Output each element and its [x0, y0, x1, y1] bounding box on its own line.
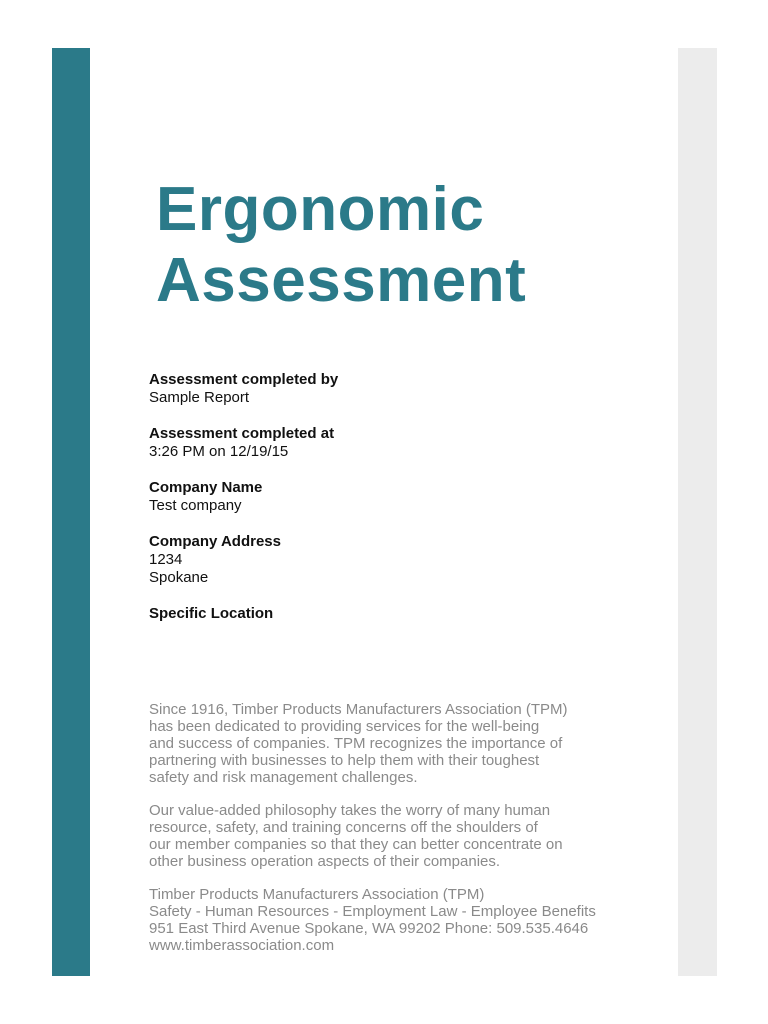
website-link[interactable]: www.timberassociation.com [149, 937, 335, 954]
field-label: Company Name [149, 479, 263, 496]
field-specific-location [149, 605, 649, 623]
text-line: has been dedicated to providing services for the well-being [149, 718, 540, 735]
field-value: Test company [149, 497, 242, 514]
services-line: Safety - Human Resources - Employment Law - Employee Benefits [149, 903, 596, 920]
field-label: Company Address [149, 533, 281, 550]
field-company-address [149, 533, 649, 587]
field-completed-at [149, 425, 649, 461]
text-line: partnering with businesses to help them with their toughest [149, 752, 540, 769]
contact-info [149, 886, 619, 954]
text-line: other business operation aspects of their companies. [149, 853, 501, 870]
text-line: Our value-added philosophy takes the worry of many human [149, 802, 551, 819]
field-label: Assessment completed at [149, 425, 335, 442]
text-line: our member companies so that they can better concentrate on [149, 836, 563, 853]
address-phone: 951 East Third Avenue Spokane, WA 99202 Phone: 509.535.4646 [149, 920, 589, 937]
assessment-details [149, 371, 649, 641]
org-name: Timber Products Manufacturers Association (TPM) [149, 886, 485, 903]
title-line-2: Assessment [156, 246, 527, 315]
text-line: Since 1916, Timber Products Manufacturers Association (TPM) [149, 701, 568, 718]
about-tpm [149, 701, 619, 970]
page-title [156, 174, 526, 316]
about-paragraph-1 [149, 701, 619, 786]
title-line-1: Ergonomic [156, 175, 485, 244]
field-company-name [149, 479, 649, 515]
gray-side-bar [678, 48, 717, 976]
field-value: Sample Report [149, 389, 250, 406]
text-line: resource, safety, and training concerns off the shoulders of [149, 819, 538, 836]
about-paragraph-2 [149, 802, 619, 870]
field-value: 1234 [149, 551, 183, 568]
field-label: Specific Location [149, 605, 274, 622]
accent-side-bar [52, 48, 90, 976]
text-line: and success of companies. TPM recognizes the importance of [149, 735, 563, 752]
field-completed-by [149, 371, 649, 407]
field-value: Spokane [149, 569, 209, 586]
text-line: safety and risk management challenges. [149, 769, 418, 786]
field-label: Assessment completed by [149, 371, 339, 388]
field-value: 3:26 PM on 12/19/15 [149, 443, 289, 460]
